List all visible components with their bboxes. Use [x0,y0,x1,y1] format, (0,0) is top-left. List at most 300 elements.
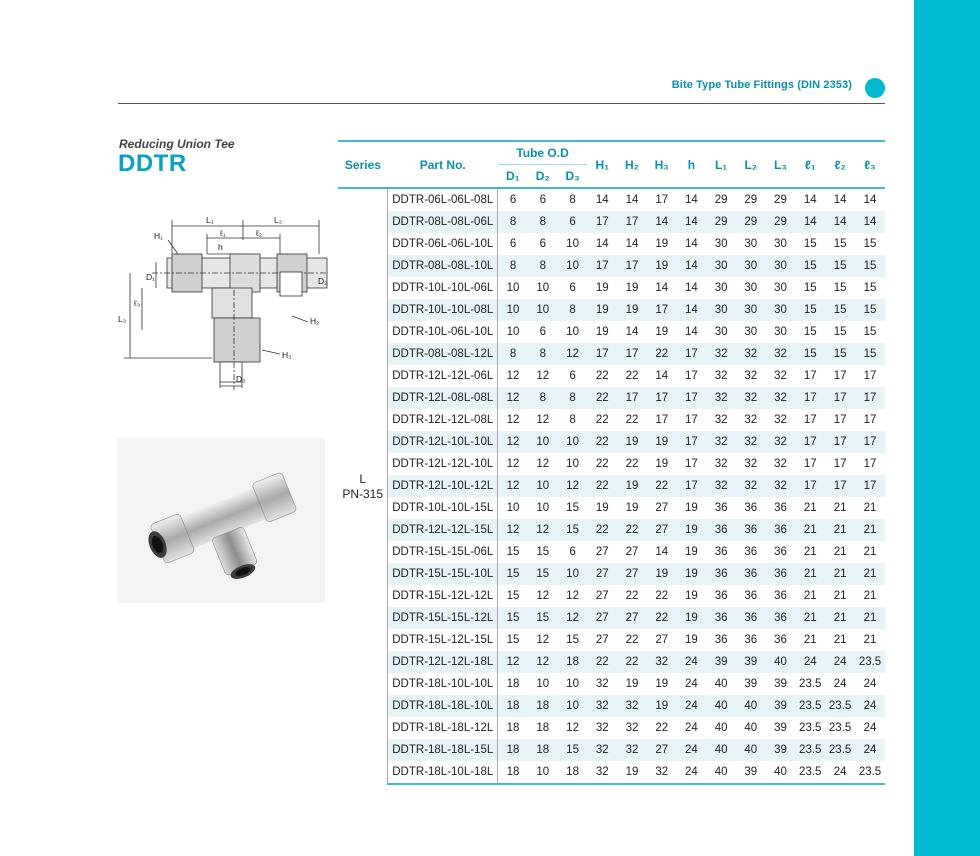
dimension-cell: 12 [536,370,550,382]
dimension-cell: 15 [855,299,885,321]
dimension-cell: 21 [803,590,817,602]
dimension-cell: 17 [587,343,617,365]
dimension-cell: 12 [498,519,528,541]
dimension-cell: 21 [855,607,885,629]
header-dot-icon [865,78,885,98]
dimension-cell: 36 [736,607,766,629]
dimension-cell: 36 [766,607,796,629]
dimension-cell: 8 [528,211,558,233]
dimension-cell: 17 [863,370,877,382]
dimension-cell: 32 [736,343,766,365]
dimension-cell: 17 [833,458,847,470]
dimension-cell: 19 [655,678,669,690]
dimension-cell: 30 [706,299,736,321]
dimension-cell: 18 [558,761,588,784]
table-row [338,673,885,695]
dimension-cell: 32 [706,431,736,453]
dimension-cell: 22 [625,458,639,470]
dimension-cell: 23.5 [855,761,885,784]
dimension-cell: 19 [655,326,669,338]
table-row [338,233,885,255]
dimension-cell: 8 [569,414,576,426]
dimension-cell: 27 [595,590,609,602]
dimension-cell: 14 [795,211,825,233]
dimension-cell: 24 [677,695,707,717]
dimension-cell: 17 [803,458,817,470]
dimension-cell: 40 [714,678,728,690]
dimension-cell: 17 [677,431,707,453]
series-class: L [359,471,366,486]
dimension-cell: 15 [498,563,528,585]
dimension-cell: 32 [587,695,617,717]
dimension-cell: 10 [498,299,528,321]
dimension-cell: 15 [803,238,817,250]
dimension-cell: 19 [677,563,707,585]
dimension-cell: 14 [595,238,609,250]
dimension-cell: 22 [595,370,609,382]
dimension-cell: 17 [617,387,647,409]
dimension-cell: 40 [766,761,796,784]
dimension-cell: 32 [647,651,677,673]
dimension-cell: 14 [625,326,639,338]
dimension-cell: 19 [625,282,639,294]
dimension-cell: 32 [706,475,736,497]
dimension-cell: 17 [587,211,617,233]
dimension-cell: 40 [766,651,796,673]
dimension-cell: 36 [766,563,796,585]
dimension-cell: 22 [587,431,617,453]
part-number-cell: DDTR-15L-15L-10L [388,563,498,585]
dimension-cell: 18 [536,722,550,734]
dimension-cell: 19 [655,238,669,250]
dimension-cell: 21 [833,590,847,602]
dimension-cell: 12 [506,458,520,470]
part-number-cell: DDTR-10L-10L-15L [388,497,498,519]
dimension-cell: 22 [655,590,669,602]
table-row [338,475,885,497]
dimension-cell: 27 [625,546,639,558]
part-number-cell: DDTR-12L-12L-15L [388,519,498,541]
part-number-cell: DDTR-18L-10L-10L [388,673,498,695]
dimension-cell: 21 [863,590,877,602]
dimension-cell: 12 [528,651,558,673]
dimension-cell: 32 [587,739,617,761]
dimension-cell: 36 [714,634,728,646]
dimension-cell: 15 [558,519,588,541]
dimension-cell: 24 [825,761,855,784]
dimension-cell: 19 [685,546,698,558]
dimension-cell: 17 [677,387,707,409]
dimension-cell: 22 [617,651,647,673]
dimension-cell: 6 [569,370,576,382]
dimension-cell: 19 [625,502,639,514]
dimension-cell: 14 [655,282,669,294]
dimension-cell: 21 [803,546,817,558]
dimension-cell: 39 [744,678,758,690]
part-number-cell: DDTR-15L-12L-15L [388,629,498,651]
dimension-cell: 40 [706,761,736,784]
dimension-cell: 15 [863,238,877,250]
dimension-cell: 39 [774,678,787,690]
dimension-cell: 15 [528,563,558,585]
dimension-cell: 14 [655,370,669,382]
dimension-cell: 32 [744,370,758,382]
part-number-cell: DDTR-15L-12L-12L [388,585,498,607]
col-header-l1: L₁ [714,157,728,172]
dimension-cell: 30 [766,299,796,321]
dimension-cell: 14 [647,211,677,233]
dimension-cell: 12 [558,475,588,497]
dimension-cell: 32 [587,761,617,784]
dimension-cell: 10 [566,678,579,690]
dimension-cell: 17 [855,431,885,453]
label-h1: H₁ [154,231,164,241]
dimension-cell: 14 [685,282,698,294]
dimension-cell: 23.5 [825,695,855,717]
dimension-cell: 36 [714,546,728,558]
dimension-cell: 30 [774,326,787,338]
dimension-cell: 22 [587,475,617,497]
table-row [338,629,885,651]
dimension-cell: 21 [825,519,855,541]
dimension-cell: 17 [655,194,669,206]
dimension-cell: 14 [595,194,609,206]
dimension-cell: 14 [685,194,698,206]
table-row [338,211,885,233]
dimension-cell: 17 [825,475,855,497]
col-header-ell1: ℓ₁ [804,157,816,172]
table-row [338,387,885,409]
dimension-cell: 32 [595,678,609,690]
dimension-cell: 36 [774,502,787,514]
dimension-cell: 15 [803,282,817,294]
dimension-cell: 24 [833,678,847,690]
dimension-cell: 8 [498,255,528,277]
dimension-cell: 17 [655,414,669,426]
dimension-cell: 17 [825,387,855,409]
dimension-cell: 21 [863,634,877,646]
dimension-cell: 29 [774,194,787,206]
dimension-cell: 18 [498,695,528,717]
table-row [338,431,885,453]
dimension-cell: 24 [677,739,707,761]
label-l3: L₃ [118,314,127,324]
dimension-cell: 30 [714,238,728,250]
label-l2: L₂ [274,215,283,225]
dimension-cell: 32 [736,475,766,497]
part-number-cell: DDTR-12L-10L-12L [388,475,498,497]
dimension-cell: 32 [617,739,647,761]
part-no-header: Part No. [419,157,466,172]
dimension-cell: 22 [625,634,639,646]
dimension-cell: 36 [706,519,736,541]
product-photo [117,438,325,603]
label-ell2: ℓ₂ [256,228,263,238]
dimension-cell: 8 [558,387,588,409]
dimension-cell: 27 [587,607,617,629]
part-number-cell: DDTR-12L-08L-08L [388,387,498,409]
dimension-cell: 29 [766,211,796,233]
dimension-cell: 22 [647,475,677,497]
dimension-cell: 19 [617,299,647,321]
dimension-cell: 21 [825,563,855,585]
dimension-cell: 17 [647,387,677,409]
dimension-cell: 36 [714,502,728,514]
product-model: DDTR [118,150,187,177]
dimension-cell: 17 [617,255,647,277]
col-header-d1: D₁ [505,169,520,183]
dimension-cell: 23.5 [799,678,822,690]
dimension-cell: 36 [744,502,758,514]
dimension-cell: 15 [855,343,885,365]
dimension-cell: 36 [774,634,787,646]
dimension-cell: 17 [677,475,707,497]
dimension-cell: 36 [706,563,736,585]
dimension-cell: 30 [736,255,766,277]
dimension-cell: 14 [625,194,639,206]
dimension-cell: 6 [509,238,517,250]
table-row [338,188,885,211]
dimension-cell: 10 [536,502,550,514]
dimension-cell: 19 [677,519,707,541]
col-header-h3: H₃ [654,157,669,172]
dimension-cell: 14 [825,211,855,233]
dimension-cell: 14 [625,238,639,250]
dimension-cell: 24 [685,678,698,690]
dimension-cell: 23.5 [825,739,855,761]
table-row [338,277,885,299]
dimension-cell: 23.5 [855,651,885,673]
table-row [338,563,885,585]
dimension-cell: 10 [528,761,558,784]
dimension-cell: 15 [833,238,847,250]
dimension-cell: 19 [595,282,609,294]
dimension-cell: 30 [736,299,766,321]
dimension-cell: 8 [498,211,528,233]
label-h2: H₂ [310,316,320,326]
part-number-cell: DDTR-18L-18L-15L [388,739,498,761]
table-row [338,343,885,365]
table-row [338,255,885,277]
dimension-cell: 15 [506,634,520,646]
dimension-cell: 30 [706,255,736,277]
dimension-cell: 32 [647,761,677,784]
dimension-cell: 21 [833,502,847,514]
dimension-cell: 27 [647,519,677,541]
dimension-cell: 10 [558,695,588,717]
dimension-cell: 19 [685,634,698,646]
dimension-cell: 40 [714,722,728,734]
dimension-cell: 27 [655,634,669,646]
part-number-cell: DDTR-08L-08L-12L [388,343,498,365]
dimension-cell: 6 [509,194,517,206]
dimension-cell: 23.5 [795,761,825,784]
dimension-cell: 19 [617,761,647,784]
dimension-cell: 8 [569,194,576,206]
dimension-cell: 17 [685,414,698,426]
dimension-cell: 29 [706,211,736,233]
col-header-h2: H₂ [625,157,639,172]
dimension-cell: 12 [528,519,558,541]
dimension-cell: 19 [617,431,647,453]
dimension-cell: 27 [655,502,669,514]
part-number-cell: DDTR-18L-10L-18L [388,761,498,784]
dimension-cell: 17 [855,475,885,497]
part-number-cell: DDTR-06L-06L-08L [388,188,498,211]
dimension-cell: 24 [677,651,707,673]
part-number-cell: DDTR-12L-12L-18L [388,651,498,673]
dimension-cell: 32 [766,475,796,497]
label-d1: D₁ [146,272,156,282]
table-row [338,321,885,343]
part-number-cell: DDTR-15L-15L-12L [388,607,498,629]
dimension-cell: 17 [685,458,698,470]
dimension-cell: 15 [795,255,825,277]
dimension-cell: 17 [795,431,825,453]
col-header-ell3: ℓ₃ [864,157,876,172]
dimension-cell: 10 [566,238,579,250]
dimension-cell: 36 [774,590,787,602]
dimension-cell: 10 [558,255,588,277]
dimension-cell: 21 [833,634,847,646]
dimension-cell: 24 [855,739,885,761]
dimension-cell: 12 [498,475,528,497]
dimension-cell: 19 [647,255,677,277]
dimension-cell: 30 [714,282,728,294]
dimension-cell: 17 [647,299,677,321]
series-pressure: PN-315 [342,486,383,501]
label-l1: L₁ [206,215,214,225]
dimension-cell: 23.5 [799,722,822,734]
dimension-cell: 22 [655,722,669,734]
dimension-cell: 32 [706,387,736,409]
dimension-cell: 21 [803,502,817,514]
dimension-cell: 39 [736,761,766,784]
dimension-cell: 32 [774,414,787,426]
dimension-cell: 19 [655,458,669,470]
dimension-cell: 32 [744,414,758,426]
dimension-cell: 40 [706,739,736,761]
dimension-cell: 18 [498,739,528,761]
part-number-cell: DDTR-12L-12L-10L [388,453,498,475]
label-ell3: ℓ₃ [134,298,141,308]
label-d2: D₂ [318,276,328,286]
dimension-cell: 17 [795,475,825,497]
dimension-cell: 10 [528,299,558,321]
dimension-cell: 22 [587,387,617,409]
dimension-cell: 15 [825,299,855,321]
dimension-cell: 30 [766,255,796,277]
dimension-cell: 39 [766,739,796,761]
dimension-cell: 22 [595,414,609,426]
dimension-cell: 14 [677,299,707,321]
dimension-cell: 17 [617,211,647,233]
part-number-cell: DDTR-08L-08L-10L [388,255,498,277]
dimension-cell: 10 [566,326,579,338]
dimension-cell: 27 [587,563,617,585]
dimension-cell: 15 [566,502,579,514]
dimension-cell: 24 [825,651,855,673]
dimension-cell: 19 [625,678,639,690]
dimension-cell: 15 [506,546,520,558]
dimension-cell: 15 [536,546,550,558]
dimension-cell: 30 [714,326,728,338]
dimension-cell: 15 [855,255,885,277]
dimension-cell: 15 [566,634,579,646]
part-number-cell: DDTR-12L-12L-08L [388,409,498,431]
dimension-cell: 21 [795,563,825,585]
dimension-cell: 17 [677,343,707,365]
dimension-cell: 32 [714,370,728,382]
dimension-cell: 15 [795,343,825,365]
part-number-cell: DDTR-10L-10L-08L [388,299,498,321]
dimension-cell: 19 [685,502,698,514]
dimension-cell: 30 [774,282,787,294]
dimension-cell: 22 [625,590,639,602]
dimension-cell: 24 [855,695,885,717]
dimension-cell: 17 [863,458,877,470]
dimension-cell: 15 [803,326,817,338]
series-header: Series [344,157,381,172]
dimension-cell: 32 [714,414,728,426]
dimension-cell: 10 [566,458,579,470]
dimension-cell: 22 [587,651,617,673]
dimension-cell: 27 [647,739,677,761]
dimension-cell: 36 [736,563,766,585]
dimension-cell: 15 [825,255,855,277]
dimension-cell: 32 [766,343,796,365]
right-side-band [914,0,980,856]
part-number-cell: DDTR-18L-18L-10L [388,695,498,717]
dimension-cell: 14 [833,194,847,206]
dimension-cell: 12 [566,722,579,734]
dimension-cell: 32 [774,370,787,382]
part-number-cell: DDTR-10L-10L-06L [388,277,498,299]
dimension-cell: 21 [863,502,877,514]
table-row [338,607,885,629]
dimension-cell: 15 [558,739,588,761]
dimension-cell: 40 [744,722,758,734]
dimension-cell: 12 [498,651,528,673]
table-row [338,585,885,607]
dimension-cell: 19 [647,695,677,717]
label-ell1: ℓ₁ [220,228,226,238]
dimension-cell: 17 [617,343,647,365]
table-row [338,299,885,321]
dimension-cell: 14 [677,255,707,277]
dimension-cell: 27 [617,607,647,629]
dimension-cell: 19 [677,607,707,629]
dimension-cell: 21 [795,519,825,541]
dimension-cell: 32 [617,695,647,717]
dimension-cell: 17 [825,431,855,453]
dimension-cell: 36 [736,519,766,541]
dimension-cell: 21 [803,634,817,646]
dimension-cell: 15 [833,282,847,294]
dimension-cell: 22 [625,414,639,426]
catalog-section-title: Bite Type Tube Fittings (DIN 2353) [671,79,852,91]
dimension-cell: 30 [744,282,758,294]
dimension-cell: 32 [774,458,787,470]
part-number-cell: DDTR-06L-06L-10L [388,233,498,255]
dimension-cell: 21 [795,607,825,629]
dimension-cell: 12 [536,458,550,470]
dimension-cell: 14 [855,211,885,233]
dimension-cell: 18 [528,695,558,717]
table-row [338,519,885,541]
dimension-cell: 15 [863,282,877,294]
dimension-cell: 30 [744,326,758,338]
